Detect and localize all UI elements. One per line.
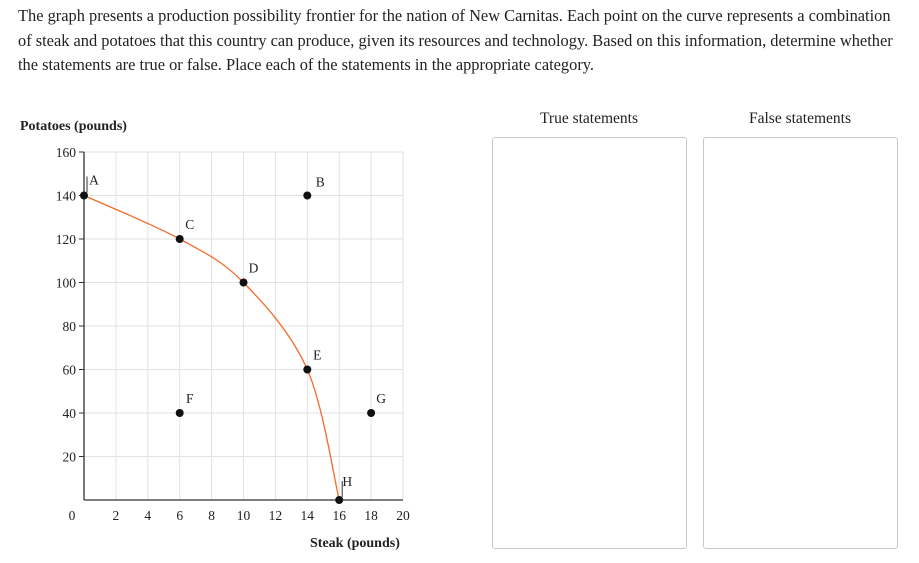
false-statements-dropzone[interactable]: [703, 137, 898, 549]
false-category-header: False statements: [748, 110, 852, 127]
x-axis-label: Steak (pounds): [310, 536, 400, 551]
y-tick-label: 40: [62, 406, 76, 421]
point-label-e: E: [313, 347, 322, 363]
x-tick-label: 12: [268, 508, 283, 523]
x-tick-label: 16: [332, 508, 346, 523]
point-e: [303, 366, 311, 374]
point-f: [176, 409, 184, 417]
point-b: [303, 192, 311, 200]
point-label-f: F: [185, 391, 194, 406]
point-g: [367, 409, 375, 417]
x-tick-label: 0: [68, 508, 76, 523]
y-tick-label: 20: [62, 449, 76, 465]
x-tick-label: 18: [364, 508, 378, 523]
y-axis-label: Potatoes (pounds): [20, 119, 127, 134]
question-text: The graph presents a production possibility frontier for the nation of New Carnitas. Each point on the curve represents a combination of steak and potatoes that this country can produce, given its resources and technology. Based on this information, determine whether the statements are true or false. Place each of the statements in the appropriate category.: [18, 6, 893, 74]
point-label-d: D: [248, 260, 259, 276]
point-c: [176, 235, 184, 243]
y-tick-label: 160: [55, 145, 76, 160]
point-label-h: H: [342, 474, 353, 489]
chart-grid: [84, 152, 403, 500]
point-d: [240, 279, 248, 287]
point-label-g: G: [376, 391, 386, 406]
x-tick-label: 14: [300, 508, 315, 523]
y-tick-label: 140: [55, 188, 76, 204]
tick-labels: [56, 145, 410, 523]
point-a: [80, 192, 88, 200]
y-tick-label: 80: [62, 319, 76, 334]
x-tick-label: 8: [208, 508, 215, 523]
y-tick-label: 60: [62, 362, 76, 378]
x-tick-label: 4: [144, 508, 152, 523]
x-tick-label: 2: [112, 508, 120, 523]
y-tick-label: 120: [55, 232, 76, 247]
true-category-header: True statements: [539, 110, 639, 127]
chart-points: [80, 173, 386, 505]
x-tick-label: 6: [176, 508, 184, 523]
point-label-b: B: [315, 174, 325, 190]
x-tick-label: 10: [236, 508, 251, 523]
y-tick-label: 100: [55, 275, 76, 291]
point-label-a: A: [89, 172, 99, 188]
point-h: [335, 496, 343, 504]
true-statements-dropzone[interactable]: [492, 137, 687, 549]
point-label-c: C: [185, 217, 195, 232]
x-tick-label: 20: [396, 508, 410, 523]
